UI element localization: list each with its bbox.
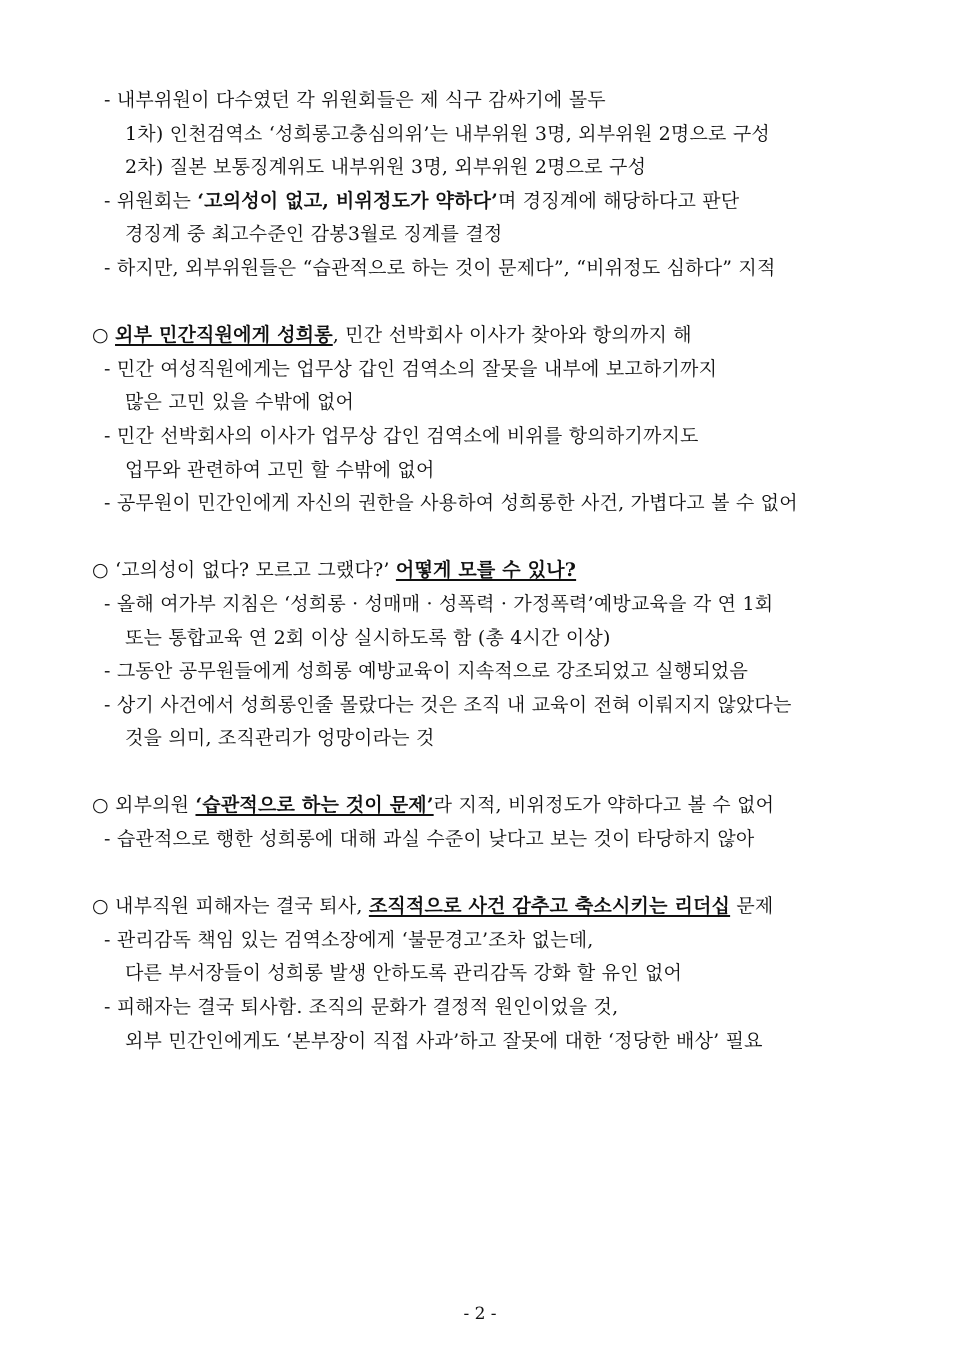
section-2 bbox=[0, 319, 960, 521]
text-run: 며 경징계에 해당하다고 판단 bbox=[497, 189, 740, 212]
text-run: - 습관적으로 행한 성희롱에 대해 과실 수준이 낮다고 보는 것이 타당하지 않아 bbox=[104, 828, 755, 851]
text-run: - 민간 여성직원에게는 업무상 갑인 검역소의 잘못을 내부에 보고하기까지 bbox=[104, 357, 718, 380]
bullet-continuation bbox=[0, 1025, 960, 1059]
text-run: - 상기 사건에서 성희롱인줄 몰랐다는 것은 조직 내 교육이 전혀 이뤄지지 않았다는 bbox=[104, 693, 792, 716]
section-heading bbox=[0, 789, 960, 823]
text-run: - 공무원이 민간인에게 자신의 권한을 사용하여 성희롱한 사건, 가볍다고 볼 수 없어 bbox=[104, 492, 798, 515]
text-run: 1차) 인천검역소 ‘성희롱고충심의위’는 내부위원 3명, 외부위원 2명으로 구성 bbox=[125, 122, 770, 145]
bullet-item bbox=[0, 420, 960, 454]
text-run: ○ bbox=[92, 324, 116, 347]
text-run: 외부 민간인에게도 ‘본부장이 직접 사과’하고 잘못에 대한 ‘정당한 배상’ 필요 bbox=[125, 1029, 763, 1052]
bullet-item bbox=[0, 991, 960, 1025]
bullet-item bbox=[0, 588, 960, 622]
section-5 bbox=[0, 890, 960, 1058]
bullet-continuation bbox=[0, 118, 960, 152]
text-run: 것을 의미, 조직관리가 엉망이라는 것 bbox=[125, 727, 435, 750]
document-body bbox=[0, 84, 960, 1058]
bullet-continuation bbox=[0, 151, 960, 185]
page-number: - 2 - bbox=[463, 1304, 497, 1324]
text-run: 경징계 중 최고수준인 감봉3월로 징계를 결정 bbox=[125, 223, 503, 246]
bullet-item bbox=[0, 655, 960, 689]
bullet-item bbox=[0, 84, 960, 118]
text-run: - 올해 여가부 지침은 ‘성희롱 · 성매매 · 성폭력 · 가정폭력’예방교육을 각 연 1회 bbox=[104, 592, 774, 615]
emphasis-text: 어떻게 모를 수 있나? bbox=[395, 559, 577, 582]
section-4 bbox=[0, 789, 960, 856]
text-run: - 위원회는 bbox=[104, 189, 198, 212]
text-run: 또는 통합교육 연 2회 이상 실시하도록 함 (총 4시간 이상) bbox=[125, 626, 611, 649]
section-spacer bbox=[0, 756, 960, 790]
section-spacer bbox=[0, 286, 960, 320]
bullet-continuation bbox=[0, 454, 960, 488]
bullet-item bbox=[0, 487, 960, 521]
bullet-continuation bbox=[0, 218, 960, 252]
text-run: 업무와 관련하여 고민 할 수밖에 없어 bbox=[125, 458, 435, 481]
bullet-item bbox=[0, 353, 960, 387]
text-run: - 하지만, 외부위원들은 “습관적으로 하는 것이 문제다”, “비위정도 심하다” 지적 bbox=[104, 256, 776, 279]
text-run: 많은 고민 있을 수밖에 없어 bbox=[125, 391, 355, 414]
bullet-item bbox=[0, 185, 960, 219]
bullet-continuation bbox=[0, 386, 960, 420]
bullet-item bbox=[0, 689, 960, 723]
section-spacer bbox=[0, 521, 960, 555]
text-run: ○ ‘고의성이 없다? 모르고 그랬다?’ bbox=[92, 559, 396, 582]
section-spacer bbox=[0, 857, 960, 891]
text-run: 다른 부서장들이 성희롱 발생 안하도록 관리감독 강화 할 유인 없어 bbox=[125, 962, 683, 985]
bullet-item bbox=[0, 823, 960, 857]
section-heading bbox=[0, 554, 960, 588]
text-run: - 관리감독 책임 있는 검역소장에게 ‘불문경고’조차 없는데, bbox=[104, 928, 594, 951]
text-run: ○ 내부직원 피해자는 결국 퇴사, bbox=[92, 895, 369, 918]
bullet-item bbox=[0, 252, 960, 286]
bullet-continuation bbox=[0, 722, 960, 756]
text-run: - 그동안 공무원들에게 성희롱 예방교육이 지속적으로 강조되었고 실행되었음 bbox=[104, 660, 749, 683]
emphasis-text: 외부 민간직원에게 성희롱 bbox=[115, 324, 333, 347]
section-heading bbox=[0, 890, 960, 924]
text-run: - 민간 선박회사의 이사가 업무상 갑인 검역소에 비위를 항의하기까지도 bbox=[104, 424, 699, 447]
bullet-continuation bbox=[0, 622, 960, 656]
emphasis-text: ‘습관적으로 하는 것이 문제’ bbox=[195, 794, 434, 817]
section-3 bbox=[0, 554, 960, 756]
emphasis-text: 조직적으로 사건 감추고 축소시키는 리더십 bbox=[368, 895, 731, 918]
text-run: , 민간 선박회사 이사가 찾아와 항의까지 해 bbox=[332, 324, 692, 347]
text-run: 라 지적, 비위정도가 약하다고 볼 수 없어 bbox=[433, 794, 775, 817]
text-run: ○ 외부의원 bbox=[92, 794, 196, 817]
section-heading bbox=[0, 319, 960, 353]
text-run: - 내부위원이 다수였던 각 위원회들은 제 식구 감싸기에 몰두 bbox=[104, 89, 606, 111]
text-run: 2차) 질본 보통징계위도 내부위원 3명, 외부위원 2명으로 구성 bbox=[125, 156, 647, 179]
bullet-item bbox=[0, 924, 960, 958]
bullet-continuation bbox=[0, 957, 960, 991]
section-1 bbox=[0, 84, 960, 286]
emphasis-text: ‘고의성이 없고, 비위정도가 약하다’ bbox=[197, 189, 498, 212]
text-run: - 피해자는 결국 퇴사함. 조직의 문화가 결정적 원인이었을 것, bbox=[104, 996, 619, 1019]
text-run: 문제 bbox=[730, 895, 774, 918]
